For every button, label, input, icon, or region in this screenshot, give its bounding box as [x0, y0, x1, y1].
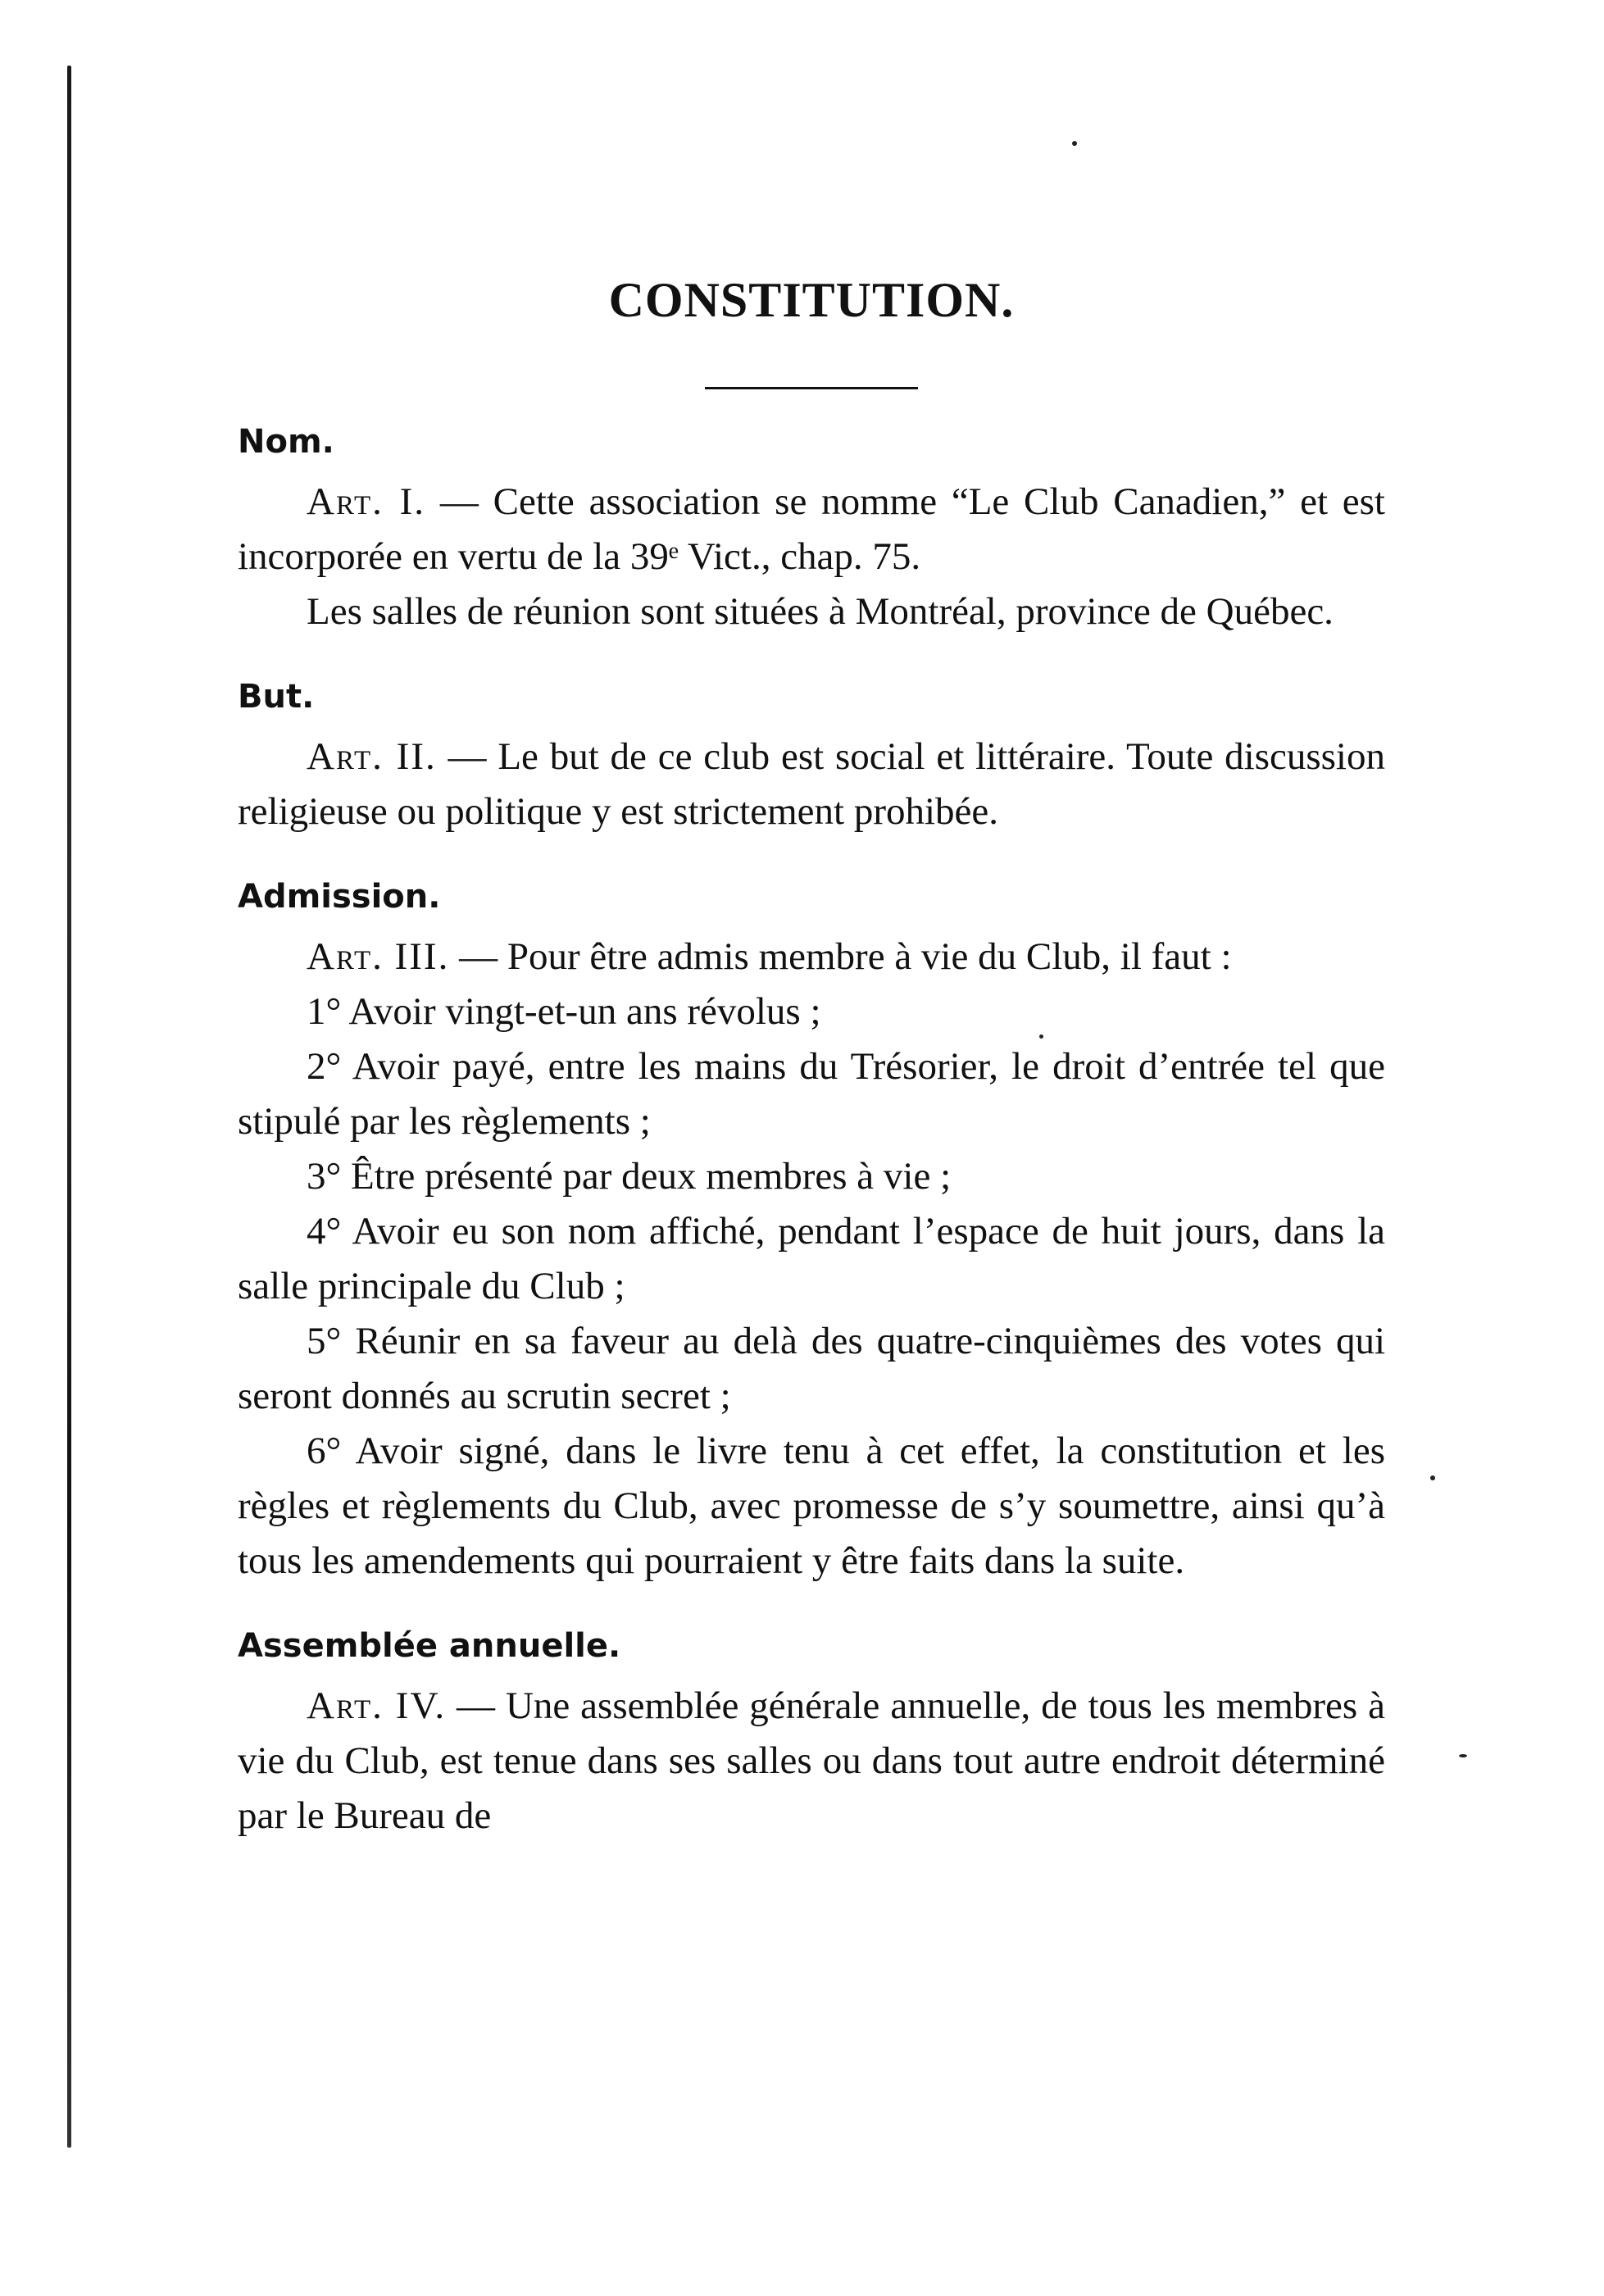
- article-label: Art. II.: [307, 735, 437, 778]
- list-item: 6° Avoir signé, dans le livre tenu à cet effet, la constitution et les règles et règlements du Club, avec promesse de s’y soumettre, ainsi qu’à tous les amendements qui pourraient y être faits dans la suite.: [238, 1430, 1385, 1582]
- article-paragraph: [238, 1679, 1385, 1844]
- binding-margin-line: [67, 66, 71, 2148]
- article-paragraph: [238, 730, 1385, 839]
- paragraph: Les salles de réunion sont situées à Montréal, province de Québec.: [307, 590, 1334, 633]
- article-label: Art. III.: [307, 935, 450, 978]
- article-paragraph: [238, 930, 1385, 984]
- section-heading: Admission.: [238, 878, 441, 916]
- article-text: — Pour être admis membre à vie du Club, il faut :: [449, 935, 1232, 978]
- section-heading: Nom.: [238, 423, 334, 461]
- article-label: Art. IV.: [307, 1684, 447, 1727]
- list-item: 2° Avoir payé, entre les mains du Trésorier, le droit d’entrée tel que stipulé par les règlements ;: [238, 1045, 1385, 1143]
- article-label: Art. I.: [307, 480, 426, 523]
- article-paragraph: [238, 475, 1385, 584]
- section-but: [238, 675, 1385, 839]
- section-heading: Assemblée annuelle.: [238, 1627, 621, 1665]
- section-admission: [238, 875, 1385, 1589]
- title-rule: [705, 387, 918, 389]
- ink-speck: [1072, 141, 1077, 146]
- section-assemblee: [238, 1625, 1385, 1844]
- page-title: CONSTITUTION.: [608, 273, 1015, 327]
- list-item: 5° Réunir en sa faveur au delà des quatre-cinquièmes des votes qui seront donnés au scrutin secret ;: [238, 1320, 1385, 1417]
- section-heading: But.: [238, 678, 315, 716]
- article-text: — Le but de ce club est social et littéraire. Toute discussion religieuse ou politique y est strictement prohibée.: [238, 735, 1385, 833]
- list-item: 1° Avoir vingt-et-un ans révolus ;: [307, 990, 821, 1033]
- article-text: — Cette association se nomme “Le Club Canadien,” et est incorporée en vertu de la 39ᵉ Vict., chap. 75.: [238, 480, 1385, 578]
- ink-speck: [1459, 1754, 1467, 1757]
- main-text: [238, 271, 1385, 1880]
- section-nom: [238, 421, 1385, 639]
- ink-speck: [1430, 1475, 1435, 1480]
- list-item: 3° Être présenté par deux membres à vie ;: [307, 1155, 952, 1198]
- list-item: 4° Avoir eu son nom affiché, pendant l’espace de huit jours, dans la salle principale du Club ;: [238, 1210, 1385, 1307]
- article-text: — Une assemblée générale annuelle, de tous les membres à vie du Club, est tenue dans ses salles ou dans tout autre endroit déterminé par le Bureau de: [238, 1684, 1385, 1837]
